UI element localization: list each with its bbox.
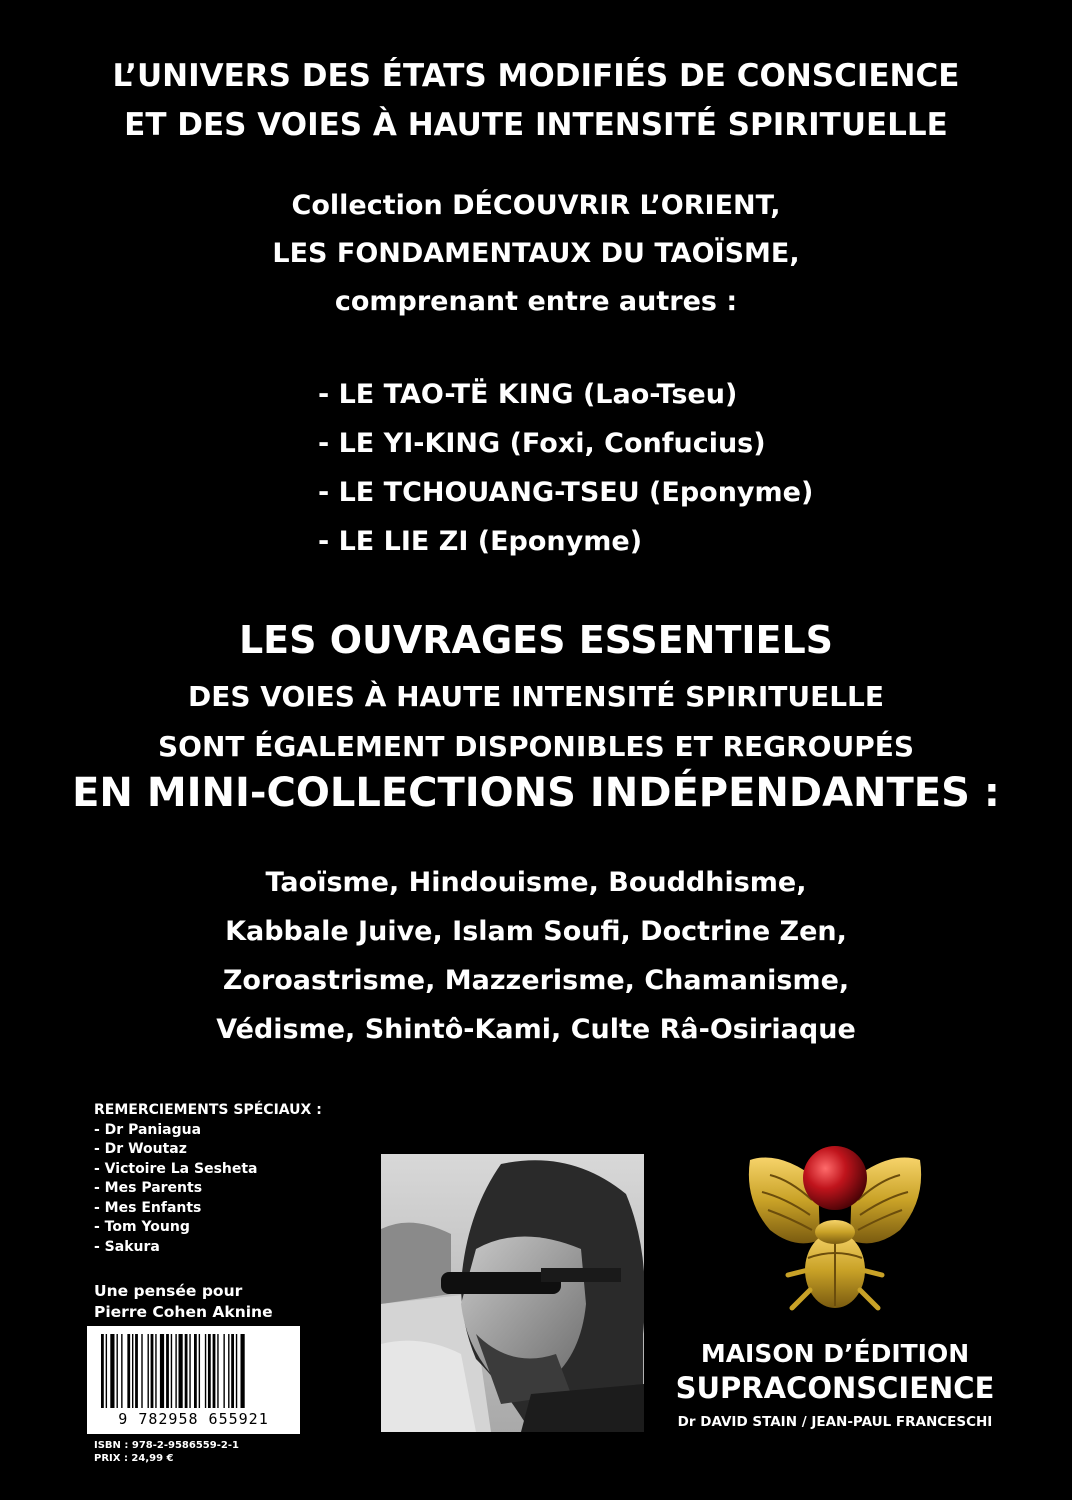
list-item: - Victoire La Sesheta [94,1160,258,1177]
list-item: - LE YI-KING (Foxi, Confucius) [318,428,766,459]
isbn-text: ISBN : 978-2-9586559-2-1 [94,1440,239,1451]
list-item: - Dr Paniagua [94,1121,202,1138]
list-item: - Mes Parents [94,1180,203,1196]
main-heading [0,52,1072,150]
list-item: Kabbale Juive, Islam Soufi, Doctrine Zen, [225,916,847,947]
barcode [87,1326,300,1434]
mini-collections-heading: EN MINI-COLLECTIONS INDÉPENDANTES : [72,770,1000,816]
publisher-logo [740,1130,930,1320]
isbn-price [94,1439,239,1465]
special-thanks-heading: REMERCIEMENTS SPÉCIAUX : [94,1102,322,1118]
list-item: Védisme, Shintô-Kami, Culte Râ-Osiriaque [216,1014,856,1045]
dedication [94,1281,273,1323]
traditions-list [0,858,1072,1054]
essentials-heading: LES OUVRAGES ESSENTIELS [238,618,834,662]
price-text: PRIX : 24,99 € [94,1453,174,1464]
list-item: - Sakura [94,1238,160,1255]
barcode-number: 9 782958 655921 [118,1410,269,1428]
list-item: - Dr Woutaz [94,1141,187,1157]
collection-line-1: Collection DÉCOUVRIR L’ORIENT, [291,190,781,221]
essentials-subheading [0,672,1072,772]
list-item: - LE TCHOUANG-TSEU (Eponyme) [318,477,814,508]
publisher-authors: Dr DAVID STAIN / JEAN-PAUL FRANCESCHI [677,1414,993,1430]
scarab-logo-icon [740,1130,930,1320]
list-item: - LE TAO-TË KING (Lao-Tseu) [318,379,738,410]
list-item: - LE LIE ZI (Eponyme) [318,526,643,557]
list-item: Taoïsme, Hindouisme, Bouddhisme, [265,867,807,898]
main-heading-line-2: ET DES VOIES À HAUTE INTENSITÉ SPIRITUELLE [124,107,948,143]
list-item: Zoroastrisme, Mazzerisme, Chamanisme, [222,965,850,996]
book-titles-list [318,370,813,566]
publisher-name: SUPRACONSCIENCE [675,1371,995,1405]
list-item: - Mes Enfants [94,1199,202,1216]
collection-line-3: comprenant entre autres : [334,286,738,317]
author-photo [381,1154,644,1432]
essentials-line-2: DES VOIES À HAUTE INTENSITÉ SPIRITUELLE [187,680,885,713]
main-heading-line-1: L’UNIVERS DES ÉTATS MODIFIÉS DE CONSCIENCE [112,58,960,94]
dedication-line-1: Une pensée pour [94,1282,243,1300]
author-portrait-image [381,1154,644,1432]
publisher-label: MAISON D’ÉDITION [700,1339,970,1368]
list-item: - Tom Young [94,1219,190,1235]
dedication-line-2: Pierre Cohen Aknine [94,1303,273,1321]
collection-block [0,182,1072,326]
collection-line-2: LES FONDAMENTAUX DU TAOÏSME, [272,238,800,269]
special-thanks [94,1101,322,1257]
barcode-bars [101,1334,291,1408]
essentials-line-3: SONT ÉGALEMENT DISPONIBLES ET REGROUPÉS [157,730,915,763]
